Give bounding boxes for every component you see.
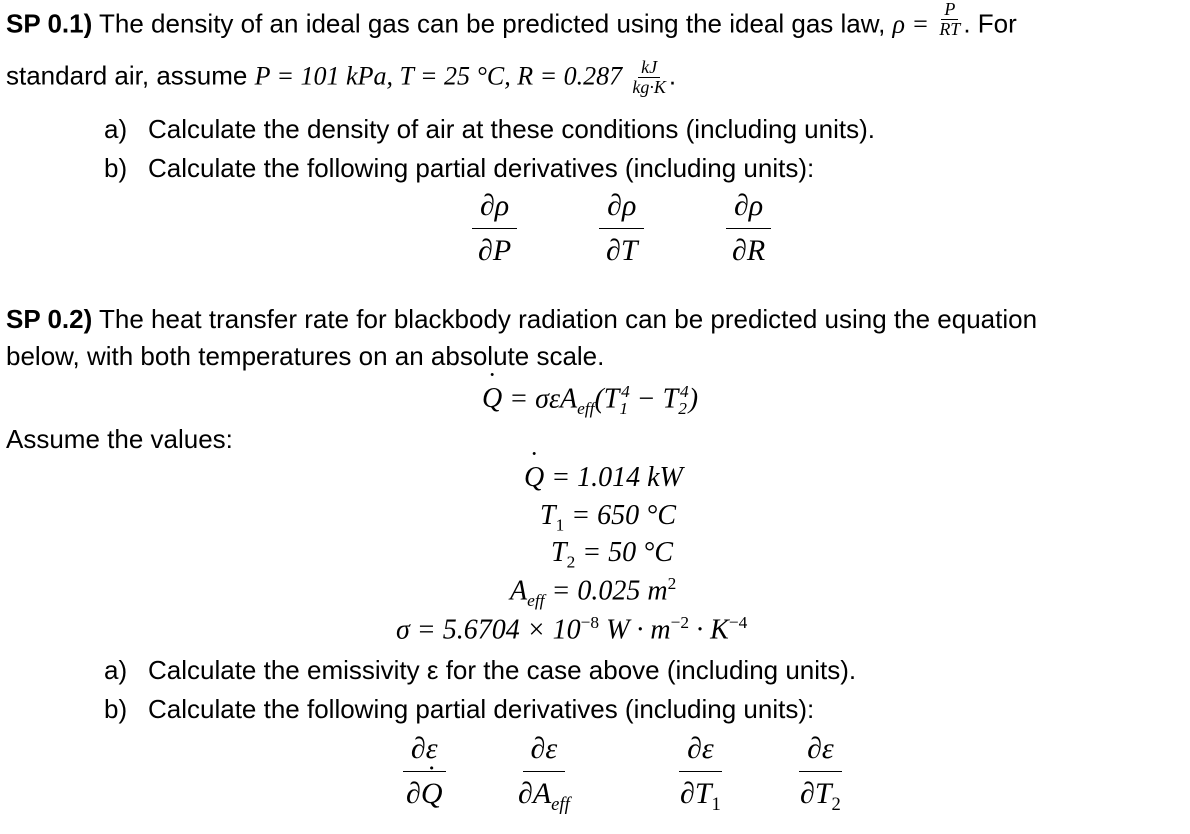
T1-sub: 1 bbox=[619, 398, 629, 418]
item-text: Calculate the density of air at these conditions (including units). bbox=[148, 114, 875, 144]
sp01-line1 bbox=[6, 0, 1017, 45]
item-text: Calculate the following partial derivatives (including units): bbox=[148, 153, 815, 183]
eff-sub: eff bbox=[551, 793, 570, 815]
deriv-rho-P bbox=[470, 190, 519, 266]
sp02-item-a bbox=[104, 655, 856, 686]
deriv-num: ∂ε bbox=[403, 733, 446, 772]
frac-num: P bbox=[941, 0, 958, 20]
sp01-line2-text: standard air, assume bbox=[6, 60, 248, 91]
partial-T: ∂T bbox=[800, 776, 832, 810]
T1-sub: 1 bbox=[555, 515, 565, 535]
deriv-num: ∂ε bbox=[799, 733, 842, 772]
item-marker: a) bbox=[104, 655, 128, 685]
deriv-den: ∂P bbox=[478, 233, 512, 267]
deriv-den bbox=[398, 772, 451, 810]
period: . bbox=[668, 60, 677, 91]
A-sub: eff bbox=[527, 590, 545, 610]
ideal-gas-fraction bbox=[936, 0, 963, 39]
sp01-line2 bbox=[6, 58, 676, 97]
minus-T: − T bbox=[629, 383, 679, 415]
sp02-label: SP 0.2) bbox=[6, 304, 93, 334]
deriv-den bbox=[510, 772, 578, 815]
paren-open: (T bbox=[594, 383, 620, 415]
deriv-rho-R bbox=[724, 190, 773, 266]
deriv-num: ∂ε bbox=[523, 733, 566, 772]
partial-T: ∂T bbox=[680, 776, 712, 810]
sp02-item-b bbox=[104, 694, 814, 725]
T2-symbol: T bbox=[551, 537, 567, 568]
value-Q bbox=[524, 462, 683, 494]
value-Aeff bbox=[510, 574, 676, 611]
conditions: P = 101 kPa, T = 25 °C, R = 0.287 bbox=[254, 61, 623, 91]
sp02-line1 bbox=[6, 304, 1037, 335]
sp02-line2 bbox=[6, 341, 604, 372]
deriv-num: ∂ρ bbox=[472, 190, 517, 229]
deriv-den: ∂R bbox=[732, 233, 766, 267]
eff-sub: eff bbox=[577, 398, 595, 418]
T1-sup: 4 bbox=[621, 382, 630, 401]
sp01-label: SP 0.1) bbox=[6, 8, 93, 39]
partial: ∂ bbox=[406, 776, 421, 810]
R-units-fraction bbox=[629, 58, 669, 97]
T-sub: 1 bbox=[711, 793, 721, 815]
A-value: = 0.025 m bbox=[551, 575, 668, 607]
T2-sub: 2 bbox=[678, 398, 687, 418]
T1-symbol: T bbox=[540, 500, 556, 531]
deriv-num: ∂ε bbox=[679, 733, 722, 772]
sp02-intro-1: The heat transfer rate for blackbody radiation can be predicted using the equation bbox=[99, 304, 1038, 334]
sigma-units-exp: −2 bbox=[670, 613, 690, 632]
deriv-rho-T bbox=[598, 190, 646, 266]
deriv-num: ∂ρ bbox=[599, 190, 644, 229]
T-sub: 2 bbox=[831, 793, 841, 815]
Q-dot: Q ˙ bbox=[421, 778, 443, 810]
item-marker: b) bbox=[104, 153, 128, 183]
sp01-for: . For bbox=[963, 8, 1017, 39]
assume-values: Assume the values: bbox=[6, 424, 233, 454]
item-marker: a) bbox=[104, 114, 128, 144]
item-text: Calculate the emissivity ε for the case above (including units). bbox=[148, 655, 857, 685]
A-sup: 2 bbox=[667, 574, 677, 593]
deriv-eps-T2 bbox=[792, 733, 849, 814]
Q-dot: Q ˙ bbox=[524, 462, 544, 494]
Q-dot: Q ˙ bbox=[482, 383, 502, 415]
paren-close: ) bbox=[688, 383, 699, 415]
sp02-intro-2: below, with both temperatures on an absolute scale. bbox=[6, 341, 605, 371]
sp01-item-b bbox=[104, 153, 814, 184]
deriv-den: ∂T bbox=[606, 233, 638, 267]
frac-den: RT bbox=[939, 18, 961, 39]
sp01-intro: The density of an ideal gas can be predicted using the ideal gas law, bbox=[99, 8, 886, 39]
eq-rhs: = σεA bbox=[509, 383, 578, 415]
deriv-eps-Q bbox=[398, 733, 451, 809]
rho-equals: ρ = bbox=[892, 9, 930, 39]
T2-sub: 2 bbox=[566, 552, 576, 572]
sigma-value: σ = 5.6704 × 10 bbox=[396, 614, 581, 646]
T1-value: = 650 °C bbox=[571, 500, 677, 531]
T2-sup: 4 bbox=[680, 382, 689, 401]
frac-num: kJ bbox=[638, 58, 660, 78]
sigma-exp: −8 bbox=[580, 613, 600, 632]
deriv-den bbox=[672, 772, 729, 815]
item-marker: b) bbox=[104, 694, 128, 724]
item-text: Calculate the following partial derivatives (including units): bbox=[148, 694, 815, 724]
sp01-item-a bbox=[104, 114, 875, 145]
partial-A: ∂A bbox=[518, 776, 552, 810]
value-T2 bbox=[551, 537, 673, 573]
radiation-equation bbox=[482, 382, 698, 419]
sigma-units-2: · K bbox=[689, 614, 729, 646]
deriv-den bbox=[792, 772, 849, 815]
sigma-units2-exp: −4 bbox=[728, 613, 748, 632]
sigma-units: W · m bbox=[599, 614, 671, 646]
deriv-eps-T1 bbox=[672, 733, 729, 814]
Q-value: = 1.014 kW bbox=[551, 462, 683, 493]
value-T1 bbox=[540, 500, 676, 536]
frac-den: kg·K bbox=[632, 76, 666, 97]
deriv-num: ∂ρ bbox=[726, 190, 771, 229]
A-symbol: A bbox=[510, 575, 528, 607]
value-sigma bbox=[396, 613, 747, 646]
deriv-eps-Aeff bbox=[510, 733, 578, 814]
T2-value: = 50 °C bbox=[582, 537, 674, 568]
